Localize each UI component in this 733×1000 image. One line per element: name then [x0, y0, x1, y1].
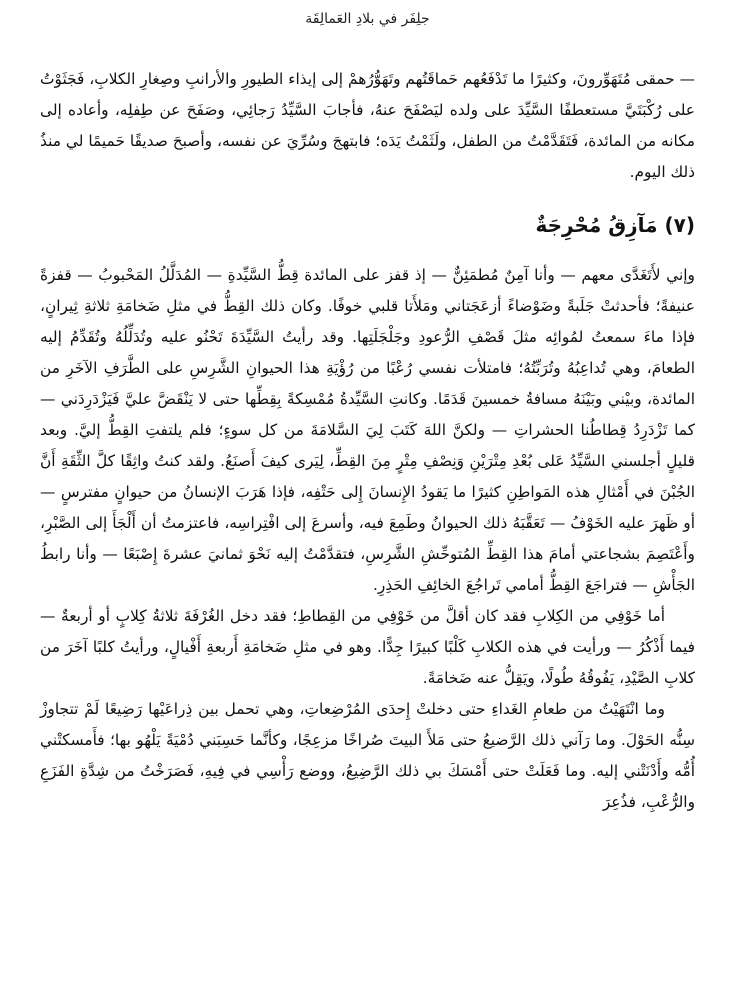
paragraph-continuation: — حمقى مُتَهَوِّرونَ، وكثيرًا ما تَدْفَعُهم حَماقَتُهم وتَهَوُّرُهمْ إلى إيذاء الطيورِ والأرانبِ وصِغارِ الكلابِ، فَجَثَوْتُ على رُكْبَتَيَّ مستعطفًا السَّيِّدَ على ولده ليَصْفَحَ عنهُ، فأجابَ السَّيِّدُ رَجائِي، وصَفَحَ عن طِفلِه، وأعاده إلى مكانه من المائدة، فَتَقَدَّمْتُ من الطفل، ولَثَمْتُ يَدَه؛ فابتهجَ وسُرِّيَ عن نفسه، وأصبحَ صديقًا حَميمًا لي منذُ ذلك اليوم. — [40, 70, 695, 181]
section-heading: (٧) مَآزِقُ مُحْرِجَةٌ — [535, 213, 695, 237]
paragraph-dogs: أما خَوْفِي من الكِلابِ فقد كان أقلَّ من خَوْفِي من القِطاطِ؛ فقد دخل الغُرْفَةَ ثلاثةُ كِلابٍ أو أربعةٌ — فيما أَذْكُرُ — ورأيت في هذه الكلابِ كَلْبًا كبيرًا جِدًّا. وهو في مثلِ ضَخامَةِ أَربعةِ أَفْيالٍ، ورأيتُ كلبًا آخَرَ من كلابِ الصَّيْدِ، يَفُوقُهُ طُولًا، ويَقِلُّ عنه ضَخامَةً. — [40, 607, 695, 687]
paragraph-cat-episode: وإني لأَتَغَدَّى معهم — وأنا آمِنٌ مُطمَئِنٌّ — إذ قفز على المائدة قِطُّ السَّيِّدةِ — المُدَلَّلُ المَحْبوبُ — قفزةً عنيفةً؛ فأحدثتْ جَلَبةً وضَوْضاءً أزعَجَتاني ومَلأَتا قلبي خوفًا. وكان ذلك القِطُّ في مثلِ ضَخامَةِ ثلاثةِ ثِيرانٍ، فإذا ماءَ سمعتُ لمُوائِه مثلَ قَصْفِ الرُّعودِ وجَلْجَلَتِها. وقد رأيتُ السَّيِّدَةَ تَحْنُو عليه وتُدَلِّلُهُ وتُقَدِّمُ إليه الطعامَ، وهي تُداعِبُهُ وتُرَبِّتُهُ؛ فامتلأت نفسي رُعْبًا من رُؤْيَةِ هذا الحيوانِ الشَّرِسِ على الطَّرَفِ الآخَرِ من المائدة، وبيْني وبَيْنَهُ مسافةُ خمسينَ قَدَمًا. وكانتِ السَّيِّدةُ مُمْسِكةً بِقِطِّها حتى لا يَنْقَضَّ عليَّ فَيَزْدَرِدَني — كما تَزْدَرِدُ قِطاطُنا الحشراتِ — ولكنَّ اللهَ كَتَبَ لِيَ السَّلامَةَ من كل سوءٍ؛ فلم يلتفتِ القِطُّ إليَّ. وبعد قليلٍ أجلسني السَّيِّدُ عَلى بُعْدِ مِتْرَيْنِ وَنِصْفِ مِتْرٍ مِنَ القِطِّ، لِيَرى كيفَ أَصنَعُ. ولقد كنتُ واثِقًا كلَّ الثِّقَةِ أَنَّ الجُبْنَ في أَمْثالِ هذه المَواطِنِ كثيرًا ما يَقودُ الإِنسانَ إِلى حَتْفِه، فإذا هَرَبَ الإنسانُ من حيوانٍ مفترسٍ — أو ظَهرَ عليه الخَوْفُ — تَعَقَّبَهُ ذلك الحيوانُ وطَمِعَ فيه، وأسرعَ إلى افْتِراسِه، فاعتزمتُ أن أَلْجَأَ إلى الصَّبْرِ، وأَعْتَصِمَ بشجاعتي أمامَ هذا القِطِّ المُتوحِّشِ الشَّرِسِ، فتقدَّمْتُ إليه نَحْوَ ثمانيَ عشرةَ إِصْبَعًا — وأنا رابطُ الجَأْشِ — فتراجَعَ القِطُّ أمامي تَراجُعَ الخائِفِ الحَذِرِ. — [40, 266, 695, 594]
running-header: جلِفَر في بلادِ العَمالِقَة — [305, 11, 430, 27]
paragraph-nurse-infant: وما انْتَهَيْتُ من طعامِ الغَداءِ حتى دخلتْ إِحدَى المُرْضِعاتِ، وهي تحمل بين ذِراعَيْها رَضِيعًا لَمْ تتجاوزْ سِنُّه الحَوْلَ. وما رَآني ذلك الرَّضيعُ حتى مَلأَ البيتَ صُراخًا مزعِجًا، وكأنَّما حَسِبَني دُمْيَةً يَلْهُو بها؛ فأَمسكتْني أُمُّه وأَدْنَتْني إليه. وما فَعَلَتْ حتى أَمْسَكَ بي ذلك الرَّضِيعُ، ووضع رَأْسِي في فِيهِ، فَصَرَخْتُ من شِدَّةِ الفَزَعِ والرُّعْبِ، فذُعِرَ — [40, 700, 695, 811]
